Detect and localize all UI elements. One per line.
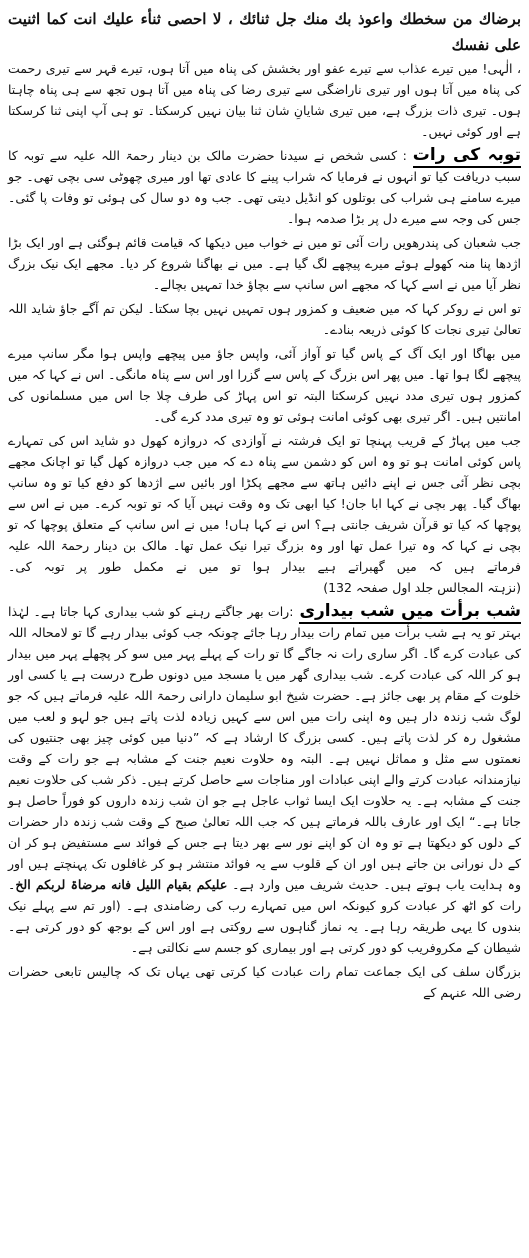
section-shab-bedari [8,601,521,958]
section-tawbah [8,145,521,229]
tawbah-paragraph-4: میں بھاگا اور ایک آگ کے پاس گیا تو آواز آئی، واپس جاؤ میں پیچھے واپس ہوا مگر سانپ میرے پیچھے لگا ہوا تھا۔ میں پھر اس بزرگ کے پاس سے گزرا اور اس سے پناہ مانگی۔ اس نے کہا کہ میں کمزور ہوں تیری مدد نہیں کرسکتا البتہ تو اس پہاڑ کی طرف چلا جا اس میں مسلمانوں کی امانتیں ہیں۔ اگر تیری بھی کوئی امانت ہوئی تو وہ تیری مدد کرے گی۔ [8,346,521,424]
tawbah-paragraph-3: تو اس نے روکر کہا کہ میں ضعیف و کمزور ہوں تمہیں نہیں بچا سکتا۔ لیکن تم آگے جاؤ شاید اللہ تعالیٰ تیری نجات کا کوئی ذریعہ بنادے۔ [8,301,521,337]
source-reference: (نزہتہ المجالس جلد اول صفحہ 132) [323,580,521,595]
hadith-arabic: علیکم بقیام اللیل فانه مرضاۃ لربکم الخ [15,877,228,892]
tawbah-paragraph-5-wrapper [8,430,521,598]
shab-bedari-paragraph-1: :رات بھر جاگتے رہنے کو شب بیداری کہا جاتا ہے۔ لہٰذا بہتر تو یہ ہے شب برأت میں تمام رات بیدار رہا جائے چونکہ جب کوئی بیدار رہے گا تو لامحالہ اللہ کی عبادت کرے گا۔ اگر ساری رات نہ جاگے گا تو رات کے پہلے پہر میں سو کر پچھلے پہر میں بیدار ہو کر اللہ کی عبادت کرے۔ شب بیداری گھر میں یا مسجد میں دونوں طرح درست ہے یا کسی اور خلوت کے مقام پر بھی جائز ہے۔ حضرت شیخ ابو سلیمان دارانی رحمۃ اللہ علیہ فرماتے ہیں کہ جو لوگ شب زندہ دار ہیں وہ اپنی رات میں اس سے کہیں زیادہ لذت پاتے ہیں جو لہو و لعب میں مشغول رہ کر لذت پاتے ہیں۔ کسی بزرگ کا ارشاد ہے کہ ”دنیا میں کوئی چیز بھی جنتیوں کی نعمتوں سے مثل و مماثل نہیں ہے۔ البتہ وہ حلاوت نعیم جنت کے مشابہ ہے جو رات کے وقت نیازمندانہ عبادت کرتے والے اپنی عبادات اور مناجات سے حاصل کرتے ہیں۔ ذکر شب کی حلاوت نعیم جنت کے مشابہ ہے۔ یہ حلاوت ایک ایسا ثواب عاجل ہے جو ان شب زندہ داروں کو فوراً حاصل ہو جاتا ہے۔“ ایک اور عارف باللہ فرماتے ہیں کہ جب اللہ تعالیٰ صبح کے وقت شب زندہ دار حضرات کے دلوں کو دیکھتا ہے تو وہ ان کو اپنے نور سے بھر دیتا ہے جس کے فوائد سے مستفیض ہو کر ان کے دل نورانی بن جاتے ہیں اور ان کے قلوب سے یہ فوائد منتشر ہو کر غافلوں تک پہنچتے ہیں اور وہ ہدایت یاب ہوتے ہیں۔ حدیث شریف میں وارد ہے۔ [8,604,521,892]
tawbah-paragraph-5: جب میں پہاڑ کے قریب پہنچا تو ایک فرشتہ نے آوازدی کہ دروازہ کھول دو شاید اس کی تمہارے پاس کوئی امانت ہو تو وہ اس کو دشمن سے پناہ دے کہ میں جب دروازہ کھل گیا تو اچانک مجھے بچی نظر آئی جس نے اپنے دائیں ہاتھ سے مجھے پکڑا اور بائیں سے اژدھا کو دفع کیا تو وہ سانپ بھاگ گیا۔ پھر بچی نے کہا ابا جان! کیا ابھی تک وہ وقت نہیں آیا کہ تو توبہ کرے۔ میں نے اس سے پوچھا کہ کیا تو قرآن شریف جانتی ہے؟ اس نے کہا ہاں! میں نے اس سانپ کے متعلق پوچھا کہ تو بچی نے کہا کہ وہ تیرا عمل تھا اور وہ بزرگ تیرا نیک عمل تھا۔ مالک بن دینار رحمۃ اللہ علیہ فرماتے ہیں کہ میں گھبراتے ہیے بیدار ہوا تو میں نے مکمل طور پر توبہ کی۔ [8,433,521,574]
intro-paragraph: ، الٰہی! میں تیرے عذاب سے تیرے عفو اور بخشش کی پناہ میں آتا ہوں، تیرے قہر سے تیری رحمت کی پناہ میں آتا ہوں اور تیری ناراضگی سے تیری رضا کی پناہ میں آتا ہوں تجھ سے ہی پناہ چاہتا ہوں۔ تیری ذات بزرگ ہے، میں تیری شایانِ شان ثنا بیان نہیں کرسکتا۔ تو ہی آپ اپنی ثنا کرسکتا ہے اور کوئی نہیں۔ [8,61,521,139]
tawbah-paragraph-2: جب شعبان کی پندرھویں رات آئی تو میں نے خواب میں دیکھا کہ قیامت قائم ہوگئی ہے اور ایک بڑا اژدھا پنا منہ کھولے ہوئے میرے پیچھے لگ گیا ہے۔ میں نے بھاگنا شروع کر دیا۔ مجھے ایک نیک بزرگ نظر آیا میں نے اسے کہا کہ مجھے اس سانپ سے بچاؤ خدا تمہیں بچالے۔ [8,235,521,292]
shab-bedari-paragraph-1-end: ۔ رات کو اٹھ کر عبادت کرو کیونکہ اس میں تمہارے رب کی رضامندی ہے۔ (اور تم سے پہلے نیک بندوں کا یہی طریقہ رہا ہے۔ یہ نماز گناہوں سے روکتی ہے اور اس کے بوجھ کو دور کرتی ہے۔ شیطان کے مکروفریب کو دور کرتی ہے اور بیماری کو جسم سے نکالتی ہے۔ [8,877,521,955]
section-heading-tawbah: توبہ کی رات [413,145,521,168]
tawbah-paragraph-1: : کسی شخص نے سیدنا حضرت مالک بن دینار رحمۃ اللہ علیہ سے توبہ کا سبب دریافت کیا تو انہوں نے فرمایا کہ شراب پینے کا عادی تھا اور میری چھوٹی سی بچی تھی۔ جو میرے سامنے ہی شراب کی بوتلوں کو انڈیل دیتی تھی۔ جب وہ دو سال کی ہوئی تو وفات پا گئی۔ جس کی وجہ سے میرے دل پر بڑا صدمہ ہوا۔ [8,148,521,226]
arabic-prayer: برضاك من سخطك واعوذ بك منك جل ثنائك ، لا احصى ثنأء عليك انت كما اثنيت على نفسك [8,10,521,54]
section-heading-shab-bedari: شب برأت میں شب بیداری [299,601,521,624]
shab-bedari-paragraph-2: بزرگان سلف کی ایک جماعت تمام رات عبادت کیا کرتی تھی یہاں تک کہ چالیس تابعی حضرات رضی اللہ عنہم کے [8,964,521,1000]
